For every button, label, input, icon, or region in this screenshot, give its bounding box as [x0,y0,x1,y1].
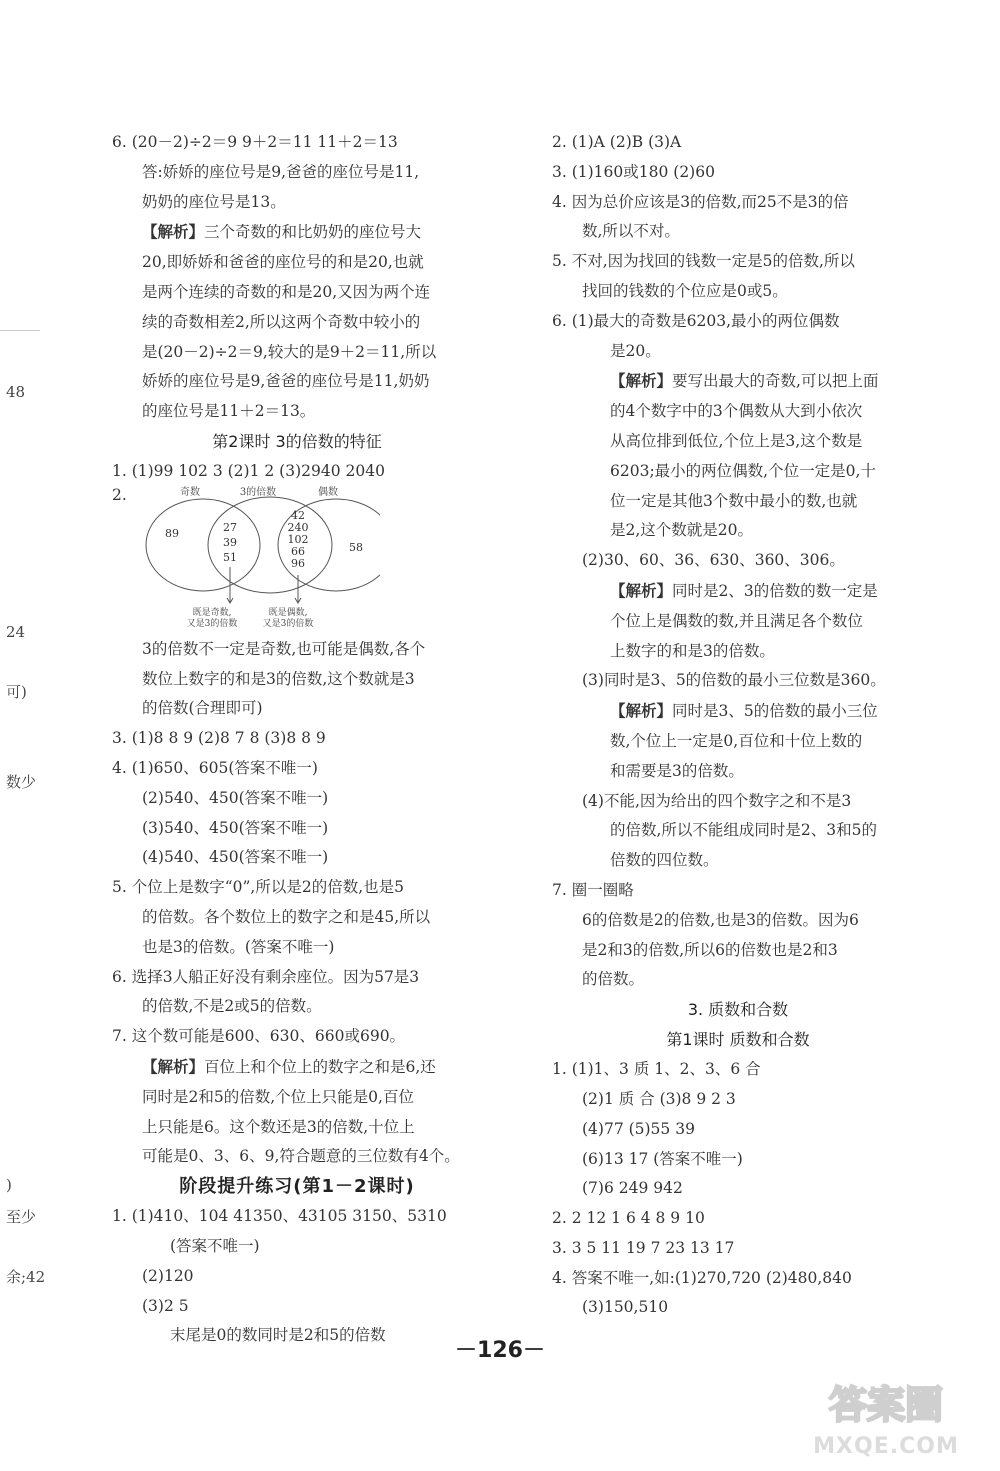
answer-line: 从高位排到低位,个位上是3,这个数是 [610,431,863,450]
answer-line: 的倍数(合理即可) [142,699,263,718]
answer-line: 1. (1)1、3 质 1、2、3、6 合 [552,1060,761,1079]
answer-line: 可能是0、3、6、9,符合题意的三位数有4个。 [142,1147,460,1166]
venn-diagram [140,485,380,633]
analysis-text: 同时是3、5的倍数的最小三位 [672,702,878,721]
venn-value: 39 [223,535,237,549]
watermark-logo [806,1376,966,1432]
answer-line: 个位上是偶数的数,并且满足各个数位 [610,611,863,630]
analysis-tag: 【解析】 [610,580,673,600]
answer-line [112,1052,482,1083]
section-heading: 阶段提升练习(第1－2课时) [179,1176,415,1198]
answer-line: 3. (1)8 8 9 (2)8 7 8 (3)8 8 9 [112,729,326,748]
venn-set-label: 3的倍数 [239,486,277,498]
answer-line: 的倍数,不是2或5的倍数。 [142,997,322,1016]
venn-note: 又是3的倍数 [262,618,314,629]
venn-note: 既是偶数, [268,607,308,618]
analysis-text: 要写出最大的奇数,可以把上面 [672,372,879,391]
answer-line: 4. 答案不唯一,如:(1)270,720 (2)480,840 [552,1268,852,1287]
answer-line: 是20。 [610,341,661,360]
answer-line: 1. (1)410、104 41350、43105 3150、5310 [112,1207,447,1226]
answer-line: 是2和3的倍数,所以6的倍数也是2和3 [582,940,838,959]
answer-line: 6. (20－2)÷2＝9 9＋2＝11 11＋2＝13 [112,133,398,151]
answer-line: 是两个连续的奇数的和是20,又因为两个连 [142,282,431,301]
section-heading: 第1课时 质数和合数 [666,1030,810,1050]
answer-line: 5. 不对,因为找回的钱数一定是5的倍数,所以 [552,252,855,271]
answer-line: 娇娇的座位号是9,爸爸的座位号是11,奶奶 [142,372,430,391]
answer-line: (4)不能,因为给出的四个数字之和不是3 [582,791,852,810]
margin-fragment: 48 [6,383,26,401]
answer-line: 1. (1)99 102 3 (2)1 2 (3)2940 2040 [112,461,385,480]
answer-line [552,366,924,397]
answer-line: 是2,这个数就是20。 [610,521,754,540]
answer-line: 6的倍数是2的倍数,也是3的倍数。因为6 [582,910,859,929]
answer-line: 的座位号是11＋2＝13。 [142,402,316,421]
answer-line: 的倍数。各个数位上的数字之和是45,所以 [142,907,431,926]
venn-set-label: 偶数 [318,486,338,498]
answer-line: 4. (1)650、605(答案不唯一) [112,758,318,777]
answer-line: 3. (1)160或180 (2)60 [552,162,715,181]
answer-line: (7)6 249 942 [582,1179,683,1198]
analysis-tag: 【解析】 [142,1056,205,1076]
margin-fragment: 余;42 [6,1268,46,1286]
answer-line: 答:娇娇的座位号是9,爸爸的座位号是11, [142,162,420,181]
margin-fragment: 数少 [6,773,37,791]
answer-line: (4)540、450(答案不唯一) [142,848,329,867]
venn-set-label: 奇数 [180,486,200,498]
venn-circle [146,499,260,591]
answer-line: (2)120 [142,1266,194,1285]
answer-line: 上数字的和是3的倍数。 [610,641,775,660]
answer-line: (2)1 质 合 (3)8 9 2 3 [582,1089,736,1108]
answer-line: 的4个数字中的3个偶数从大到小依次 [610,402,863,421]
answer-line: 的倍数。 [582,970,645,989]
venn-value: 66 [291,544,305,558]
venn-value: 42 [291,508,305,522]
answer-line: 6203;最小的两位偶数,个位一定是0,十 [610,461,876,480]
question-number: 2. [112,485,127,504]
venn-question-2 [112,487,482,635]
answer-line: 7. 这个数可能是600、630、660或690。 [112,1027,406,1046]
margin-fragment: 24 [6,623,26,641]
answer-line: 数,个位上一定是0,百位和十位上数的 [610,731,863,750]
answer-line: (3)同时是3、5的倍数的最小三位数是360。 [582,671,886,690]
answer-line: 2. (1)A (2)B (3)A [552,133,682,151]
previous-page-edge [0,330,40,331]
venn-value: 102 [287,532,309,546]
answer-line: 同时是2和5的倍数,个位上只能是0,百位 [142,1087,414,1106]
margin-fragment: 可) [6,683,27,701]
answer-line: 续的奇数相差2,所以这两个奇数中较小的 [142,312,421,331]
venn-value: 27 [223,520,237,534]
analysis-text: 同时是2、3的倍数的数一定是 [672,581,878,600]
answer-line: (4)77 (5)55 39 [582,1119,695,1138]
answer-line: 的倍数,所以不能组成同时是2、3和5的 [610,821,878,840]
analysis-tag: 【解析】 [610,701,673,721]
margin-fragment: 至少 [6,1208,37,1226]
answer-line: (6)13 17 (答案不唯一) [582,1149,743,1168]
answer-line: 倍数的四位数。 [610,851,719,870]
answer-line: 奶奶的座位号是13。 [142,192,286,211]
venn-value: 51 [223,550,237,564]
answer-line: 是(20－2)÷2＝9,较大的是9＋2＝11,所以 [142,342,437,361]
section-heading: 3. 质数和合数 [687,1000,789,1020]
analysis-tag: 【解析】 [142,222,205,242]
answer-line: 上只能是6。这个数还是3的倍数,十位上 [142,1117,415,1136]
watermark-site-text: MXQE.COM [813,1434,959,1459]
answer-line: (3)540、450(答案不唯一) [142,818,329,837]
margin-fragment: ) [6,1176,12,1194]
answer-line [552,576,924,607]
analysis-text: 百位上和个位上的数字之和是6,还 [204,1057,436,1076]
answer-line: 也是3的倍数。(答案不唯一) [142,937,335,956]
answer-line: 3的倍数不一定是奇数,也可能是偶数,各个 [142,639,426,658]
analysis-text: 三个奇数的和比奶奶的座位号大 [204,223,422,242]
answer-line: 位一定是其他3个数中最小的数,也就 [610,491,858,510]
answer-line: 3. 3 5 11 19 7 23 13 17 [552,1238,735,1257]
answer-line: 数,所以不对。 [582,222,680,241]
answer-line: (3)2 5 [142,1296,189,1315]
analysis-tag: 【解析】 [610,371,673,391]
answer-line: 4. 因为总价应该是3的倍数,而25不是3的倍 [552,192,849,211]
answer-line: 2. 2 12 1 6 4 8 9 10 [552,1209,705,1228]
right-column [552,128,924,1323]
venn-value: 89 [165,526,179,540]
answer-line: 和需要是3的倍数。 [610,761,744,780]
answer-line: 7. 圈一圈略 [552,880,634,899]
answer-line: (答案不唯一) [170,1236,260,1255]
left-column [112,128,482,1351]
watermark [786,1376,986,1466]
answer-line: 找回的钱数的个位应是0或5。 [582,281,788,300]
answer-line [552,696,924,727]
answer-line: 6. (1)最大的奇数是6203,最小的两位偶数 [552,311,840,330]
venn-note: 又是3的倍数 [186,618,238,629]
answer-line: (2)30、60、36、630、360、306。 [582,551,845,570]
section-heading: 第2课时 3的倍数的特征 [212,431,382,451]
answer-line: 6. 选择3人船正好没有剩余座位。因为57是3 [112,967,420,986]
venn-value: 58 [349,540,363,554]
watermark-logo-text: 答案圈 [828,1383,944,1427]
venn-note: 既是奇数, [192,607,232,618]
answer-line: 数位上数字的和是3的倍数,这个数就是3 [142,669,415,688]
page-number: －126－ [455,1338,545,1363]
venn-value: 96 [291,556,305,570]
venn-value: 240 [287,520,309,534]
answer-line [112,217,482,248]
answer-line: 5. 个位上是数字“0”,所以是2的倍数,也是5 [112,878,405,897]
answer-line: 末尾是0的数同时是2和5的倍数 [170,1326,386,1345]
answer-line: 20,即娇娇和爸爸的座位号的和是20,也就 [142,253,424,272]
answer-line: (3)150,510 [582,1298,669,1317]
answer-line: (2)540、450(答案不唯一) [142,788,329,807]
